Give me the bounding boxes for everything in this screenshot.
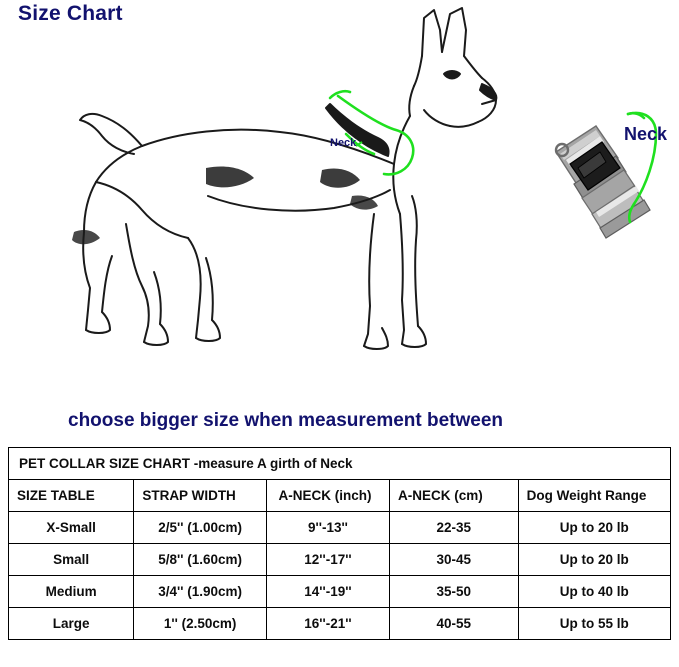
subtitle-note: choose bigger size when measurement between <box>68 410 504 431</box>
cell-neck-cm: 22-35 <box>389 512 518 544</box>
table-caption: PET COLLAR SIZE CHART -measure A girth of Neck <box>9 448 671 480</box>
page-title: Size Chart <box>18 2 123 25</box>
column-header-strap-width: STRAP WIDTH <box>134 480 267 512</box>
cell-weight-range: Up to 20 lb <box>518 512 670 544</box>
size-chart-table-wrap <box>8 447 671 640</box>
size-chart-table <box>8 447 671 640</box>
dog-neck-label: Neck <box>330 137 357 149</box>
cell-weight-range: Up to 40 lb <box>518 576 670 608</box>
cell-neck-inch: 14''-19'' <box>266 576 389 608</box>
table-row <box>9 544 671 576</box>
dog-illustration <box>30 0 500 390</box>
cell-neck-cm: 40-55 <box>389 608 518 640</box>
column-header-neck-cm: A-NECK (cm) <box>389 480 518 512</box>
column-header-weight-range: Dog Weight Range <box>518 480 670 512</box>
cell-size: X-Small <box>9 512 134 544</box>
table-caption-row <box>9 448 671 480</box>
cell-weight-range: Up to 20 lb <box>518 544 670 576</box>
cell-strap-width: 1'' (2.50cm) <box>134 608 267 640</box>
table-row <box>9 576 671 608</box>
cell-strap-width: 5/8'' (1.60cm) <box>134 544 267 576</box>
cell-size: Medium <box>9 576 134 608</box>
collar-neck-label: Neck <box>624 124 668 144</box>
cell-size: Large <box>9 608 134 640</box>
cell-neck-cm: 35-50 <box>389 576 518 608</box>
cell-weight-range: Up to 55 lb <box>518 608 670 640</box>
cell-neck-inch: 12''-17'' <box>266 544 389 576</box>
cell-size: Small <box>9 544 134 576</box>
cell-neck-inch: 16''-21'' <box>266 608 389 640</box>
table-row <box>9 608 671 640</box>
table-header-row <box>9 480 671 512</box>
cell-neck-inch: 9''-13'' <box>266 512 389 544</box>
cell-neck-cm: 30-45 <box>389 544 518 576</box>
table-row <box>9 512 671 544</box>
column-header-neck-inch: A-NECK (inch) <box>266 480 389 512</box>
cell-strap-width: 2/5'' (1.00cm) <box>134 512 267 544</box>
column-header-size-table: SIZE TABLE <box>9 480 134 512</box>
cell-strap-width: 3/4'' (1.90cm) <box>134 576 267 608</box>
